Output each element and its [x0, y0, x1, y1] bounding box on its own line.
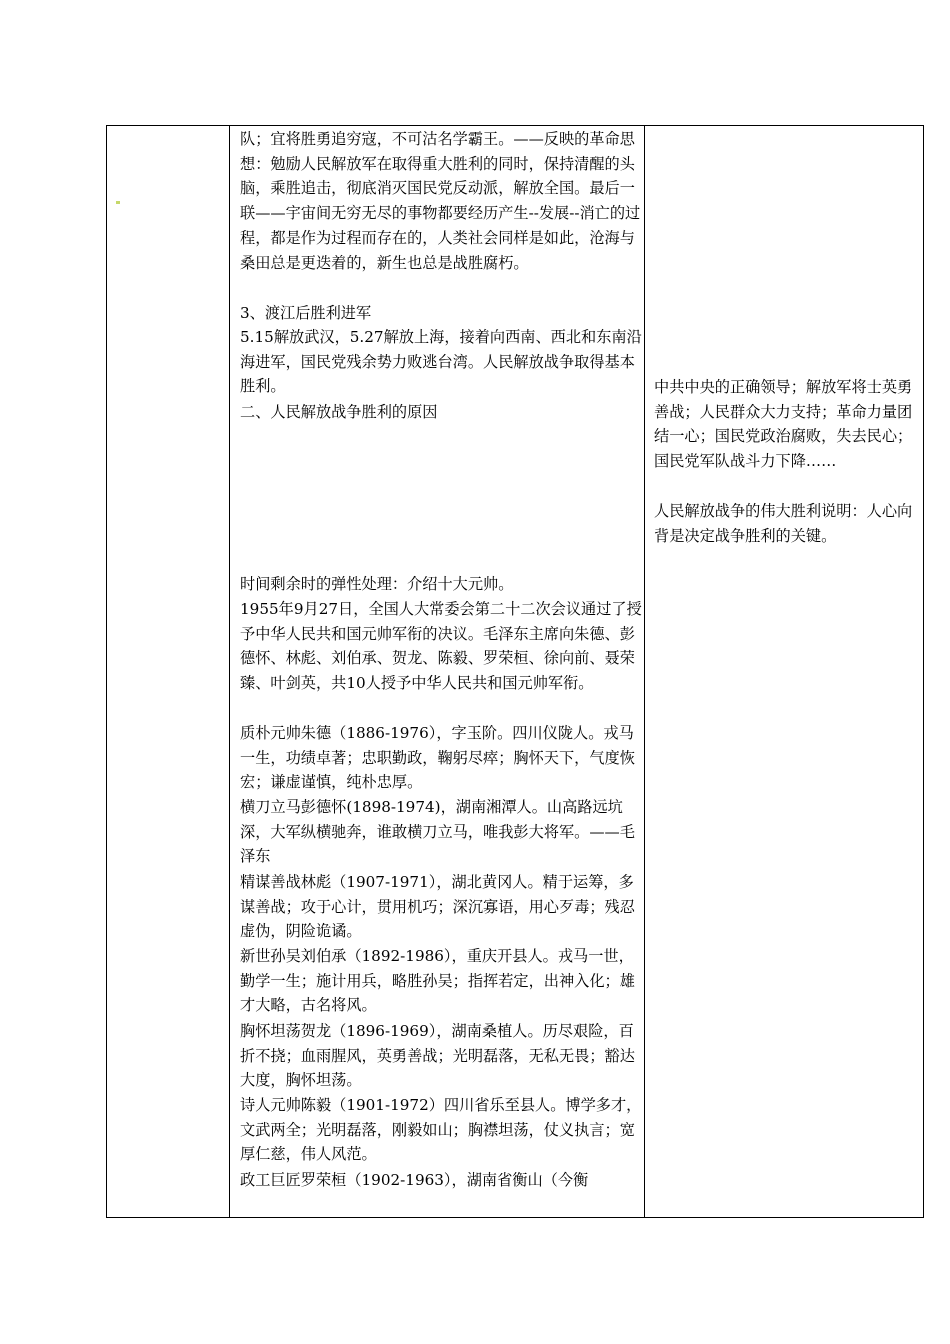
marshal-chenyi-paragraph: 诗人元帅陈毅（1901-1972）四川省乐至县人。博学多才，文武两全；光明磊落，刚毅如山；胸襟坦荡，仗义执言；宽厚仁慈，伟人风范。 [240, 1096, 642, 1164]
marshal-liubocheng-paragraph: 新世孙吴刘伯承（1892-1986），重庆开县人。戎马一世，勤学一生；施计用兵，略胜孙吴；指挥若定，出神入化；雄才大略，古名将风。 [240, 947, 635, 1015]
poem-analysis-paragraph: 队；宜将胜勇追穷寇，不可沽名学霸王。——反映的革命思想：勉励人民解放军在取得重大胜利的同时，保持清醒的头脑，乘胜追击，彻底消灭国民党反动派，解放全国。最后一联——宇宙间无穷无尽的事物都要经历产生--发展--消亡的过程，都是作为过程而存在的，人类社会同样是如此，沧海与桑田总是更迭着的，新生也总是战胜腐朽。 [240, 130, 641, 272]
victory-advance-paragraph: 5.15解放武汉，5.27解放上海，接着向西南、西北和东南沿海进军，国民党残余势力败逃台湾。人民解放战争取得基本胜利。 [240, 328, 642, 396]
section-heading-crossing-river: 3、渡江后胜利进军 [240, 304, 372, 322]
marshal-luoronghuan-paragraph: 政工巨匠罗荣桓（1902-1963），湖南省衡山（今衡 [240, 1171, 589, 1189]
section-heading-reasons: 二、人民解放战争胜利的原因 [240, 403, 438, 421]
marshal-zhude-paragraph: 质朴元帅朱德（1886-1976），字玉阶。四川仪陇人。戎马一生，功绩卓著；忠职勤政，鞠躬尽瘁；胸怀天下，气度恢宏；谦虚谨慎，纯朴忠厚。 [240, 724, 635, 792]
column-divider-right [644, 126, 645, 1217]
marshal-pengdehuai-paragraph: 横刀立马彭德怀(1898-1974)，湖南湘潭人。山高路远坑深，大军纵横驰奔，谁敢横刀立马，唯我彭大将军。——毛泽东 [240, 798, 635, 866]
marshal-decision-paragraph: 1955年9月27日，全国人大常委会第二十二次会议通过了授予中华人民共和国元帅军衔的决议。毛泽东主席向朱德、彭德怀、林彪、刘伯承、贺龙、陈毅、罗荣桓、徐向前、聂荣臻、叶剑英，共10人授予中华人民共和国元帅军衔。 [240, 600, 642, 693]
victory-reasons-answer: 中共中央的正确领导；解放军将士英勇善战；人民群众大力支持；革命力量团结一心；国民党政治腐败，失去民心；国民党军队战斗力下降…… [654, 378, 913, 471]
victory-significance-answer: 人民解放战争的伟大胜利说明：人心向背是决定战争胜利的关键。 [654, 502, 913, 545]
lesson-table [106, 125, 924, 1218]
annotation-mark [116, 201, 120, 204]
column-divider-left [229, 126, 230, 1217]
marshal-linbiao-paragraph: 精谋善战林彪（1907-1971），湖北黄冈人。精于运筹，多谋善战；攻于心计，贯用机巧；深沉寡语，用心歹毒；残忍虚伪，阴险诡谲。 [240, 873, 635, 941]
flexible-handling-note: 时间剩余时的弹性处理：介绍十大元帅。 [240, 575, 514, 593]
marshal-helong-paragraph: 胸怀坦荡贺龙（1896-1969），湖南桑植人。历尽艰险，百折不挠；血雨腥风，英勇善战；光明磊落，无私无畏；豁达大度，胸怀坦荡。 [240, 1022, 635, 1090]
